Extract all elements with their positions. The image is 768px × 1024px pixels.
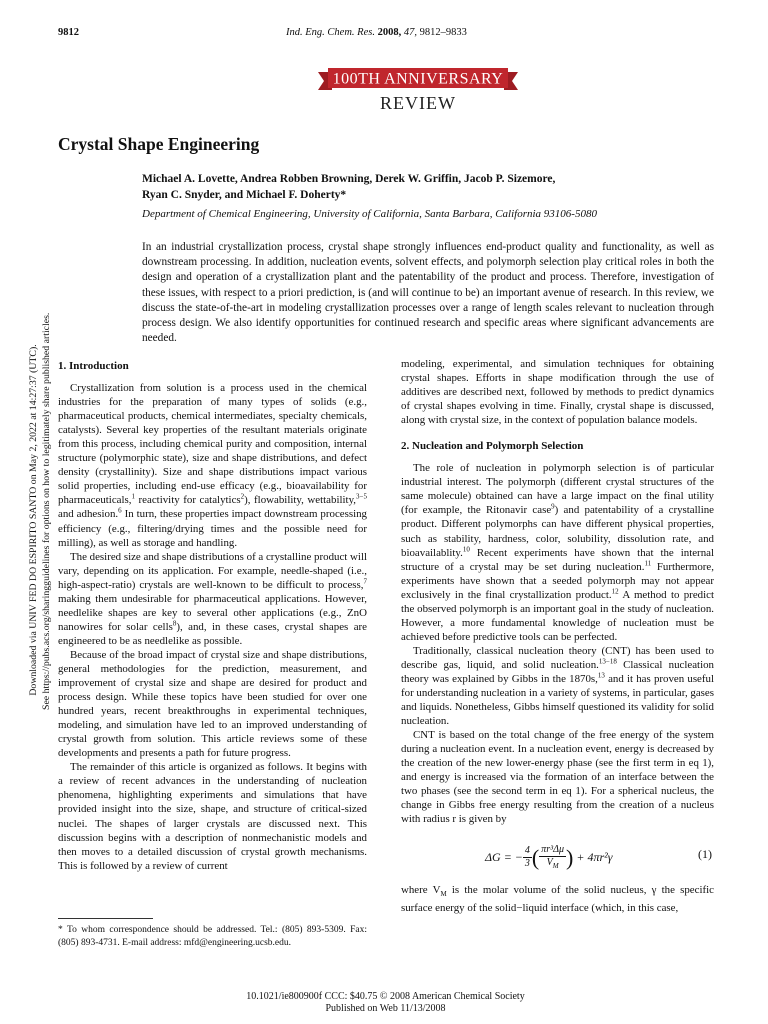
reference[interactable]: 6: [118, 506, 122, 515]
affiliation: Department of Chemical Engineering, University of California, Santa Barbara, California 93106-5080: [142, 208, 597, 220]
authors-line-1: Michael A. Lovette, Andrea Robben Browning, Derek W. Griffin, Jacob P. Sizemore,: [142, 173, 556, 185]
section-heading-introduction: 1. Introduction: [58, 360, 129, 372]
reference[interactable]: 7: [363, 577, 367, 586]
doi-copyright[interactable]: 10.1021/ie800900f CCC: $40.75 © 2008 American Chemical Society: [246, 991, 525, 1002]
left-column: [58, 357, 367, 873]
paragraph: The desired size and shape distributions of a crystalline product will vary, depending on its application. For example, needle-shaped (i.e., high-aspect-ratio) crystals are well-known to be difficult to process,$^7$ making them undesirable for pharmaceutical applications. However, needlelike shapes are key to several other applications (e.g., ZnO nanowires for solar cells$^8$), and, in these cases, crystal shapes are engineered to be as needlelike as possible.: [58, 550, 367, 647]
equation-number: (1): [698, 846, 712, 861]
abstract: In an industrial crystallization process, crystal shape strongly influences end-product quality and functionality, as well as downstream processing. In addition, nucleation events, solvent effects, and polymorph selection play critical roles in both the design and operation of a crystallization plant and the patentability of the product and process. Therefore, investigation of these issues, with respect to a priori prediction, is (and will continue to be) an important avenue of research. In this review, we discuss the state-of-the-art in modeling crystallization processes over a range of length scales relevant to nucleation through process design. We also identify opportunities for continued research and specific areas where significant advancements are needed.: [142, 241, 714, 345]
anniversary-ribbon: [318, 66, 518, 94]
author-list: [142, 171, 642, 203]
running-header: [58, 27, 713, 43]
right-column: [401, 357, 714, 915]
reference[interactable]: 2: [240, 492, 245, 501]
article-title: Crystal Shape Engineering: [58, 134, 260, 154]
section-heading-nucleation: 2. Nucleation and Polymorph Selection: [401, 440, 584, 453]
reference[interactable]: 3−5: [356, 492, 367, 501]
paragraph: The role of nucleation in polymorph selection is of particular industrial interest. The polymorph (different crystal structures of the same molecule) obtained can have a large impact on the final utility (for example, the Ritonavir case$^9$) and patentability of a crystalline product. Different polymorphs can have different physical properties, such as stability, hardness, color, solubility, dissolution rate, and bioavailablity.$^{10}$ Recent experiments have shown that the internal structure of a crystal may be set during nucleation.$^{11}$ Furthermore, experiments have shown that a seeded polymorph may not appear exclusively in the final crystallization product.$^{12}$ A method to predict the observed polymorph is an important goal in the study of nucleation. However, a more fundamental knowledge of nucleation must be achieved before predictive tools can be perfected.: [401, 462, 714, 643]
page-footer: [58, 991, 713, 1015]
paragraph: The remainder of this article is organized as follows. It begins with a review of recent advances in the understanding of nucleation phenomena, highlighting experiments and simulations that have provided insight into the size, shape, and structure of critical-sized nuclei. The shapes of larger crystals are discussed next. This discussion begins with a description of nonmechanistic models and then moves to a detailed discussion of crystal growth mechanisms. This is followed by a review of current: [58, 761, 367, 872]
equation-body: ΔG = − $\frac{4}{3}$ ( $\frac{\text{πr³Δμ}}{V_M}$ ) + 4πr²γ: [485, 843, 613, 870]
journal-citation: [286, 27, 467, 38]
paragraph: CNT is based on the total change of the free energy of the system during a nucleation event. In a nucleation event, energy is decreased by the creation of the new lower-energy phase (see the first term in eq 1), and energy is increased via the formation of an interface between the two phases (see the second term in eq 1). For a spherical nucleus, the change in Gibbs free energy resulting from the creation of a nucleus with radius r is given by: [401, 729, 714, 826]
reference[interactable]: 8: [172, 619, 177, 628]
anniversary-text: 100TH ANNIVERSARY: [332, 70, 504, 88]
reference[interactable]: 9: [551, 502, 555, 511]
download-sidebar: [26, 312, 52, 710]
reference[interactable]: 12: [611, 587, 619, 596]
page-number: 9812: [58, 27, 79, 38]
journal-name: Ind. Eng. Chem. Res.: [286, 27, 375, 38]
review-label: REVIEW: [380, 93, 456, 113]
reference[interactable]: 13−18: [598, 657, 617, 666]
sharing-guidelines-link[interactable]: See https://pubs.acs.org/sharingguidelines for options on how to legitimately share published articles.: [41, 312, 52, 710]
journal-pages: 9812–9833: [419, 27, 467, 38]
reference[interactable]: 1: [131, 492, 135, 501]
paragraph: Because of the broad impact of crystal size and shape distributions, general methodologies for the prediction, measurement, and improvement of crystal size and shape are desired for product and process design. While these topics have been studied for over one hundred years, recent breakthroughs in experimental techniques, modeling, and simulation have led to an improved understanding of crystal growth from solution. This article reviews some of these developments and presents a path for future progress.: [58, 648, 367, 760]
footnote-rule: [58, 918, 153, 919]
authors-line-2: Ryan C. Snyder, and Michael F. Doherty*: [142, 189, 347, 201]
equation-1: [401, 835, 714, 875]
publication-date: Published on Web 11/13/2008: [325, 1003, 446, 1014]
paragraph: where $V_M$ is the molar volume of the solid nucleus, γ the specific surface energy of the solid−liquid interface (which, in this case,: [401, 883, 714, 914]
paragraph: modeling, experimental, and simulation techniques for obtaining crystal shapes. Efforts in shape modification through the use of additives are described next, followed by methods to predict dynamics of crystal shapes evolving in time. Finally, crystal shape is discussed, along with crystal size, in the context of population balance models.: [401, 358, 714, 427]
download-notice: Downloaded via UNIV FED DO ESPIRITO SANTO on May 2, 2022 at 14:27:37 (UTC).: [28, 344, 39, 696]
reference[interactable]: 13: [597, 671, 605, 680]
reference[interactable]: 10: [462, 544, 470, 553]
reference[interactable]: 11: [644, 558, 652, 567]
journal-volume: 47,: [403, 27, 417, 38]
paragraph: Traditionally, classical nucleation theory (CNT) has been used to describe gas, liquid, and solid nucleation.$^{13-18}$ Classical nucleation theory was explained by Gibbs in the 1870s,$^{13}$ and it has proven useful for understanding nucleation in a variety of systems, in particular, gases and liquids. Nonetheless, Gibbs himself questioned its validity for solid nucleation.: [401, 644, 714, 728]
journal-year: 2008,: [377, 27, 402, 38]
anniversary-banner: [318, 66, 518, 118]
paragraph: Crystallization from solution is a process used in the chemical industries for the preparation of many types of solids (e.g., pharmaceutical products, chemical intermediates, specialty chemicals, catalysts). Several key properties of the resultant materials originate from this process, including chemical purity and composition, internal structure (polymorphic state), size and shape distributions, and defect density (crystallinity). Size and shape distributions impact various solid properties, including end-use efficacy (e.g., bioavailability for pharmaceuticals,$^1$ reactivity for catalytics$^2$), flowability, wettability,$^{3-5}$ and adhesion.$^6$ In turn, these properties impact downstream processing efficiency (e.g., filtering/drying times and the possible need for milling), as well as storage and handling.: [58, 382, 368, 549]
correspondence-footnote: * To whom correspondence should be addressed. Tel.: (805) 893-5309. Fax: (805) 893-4731. E-mail address: mfd@engineering.ucsb.edu.: [58, 925, 367, 948]
